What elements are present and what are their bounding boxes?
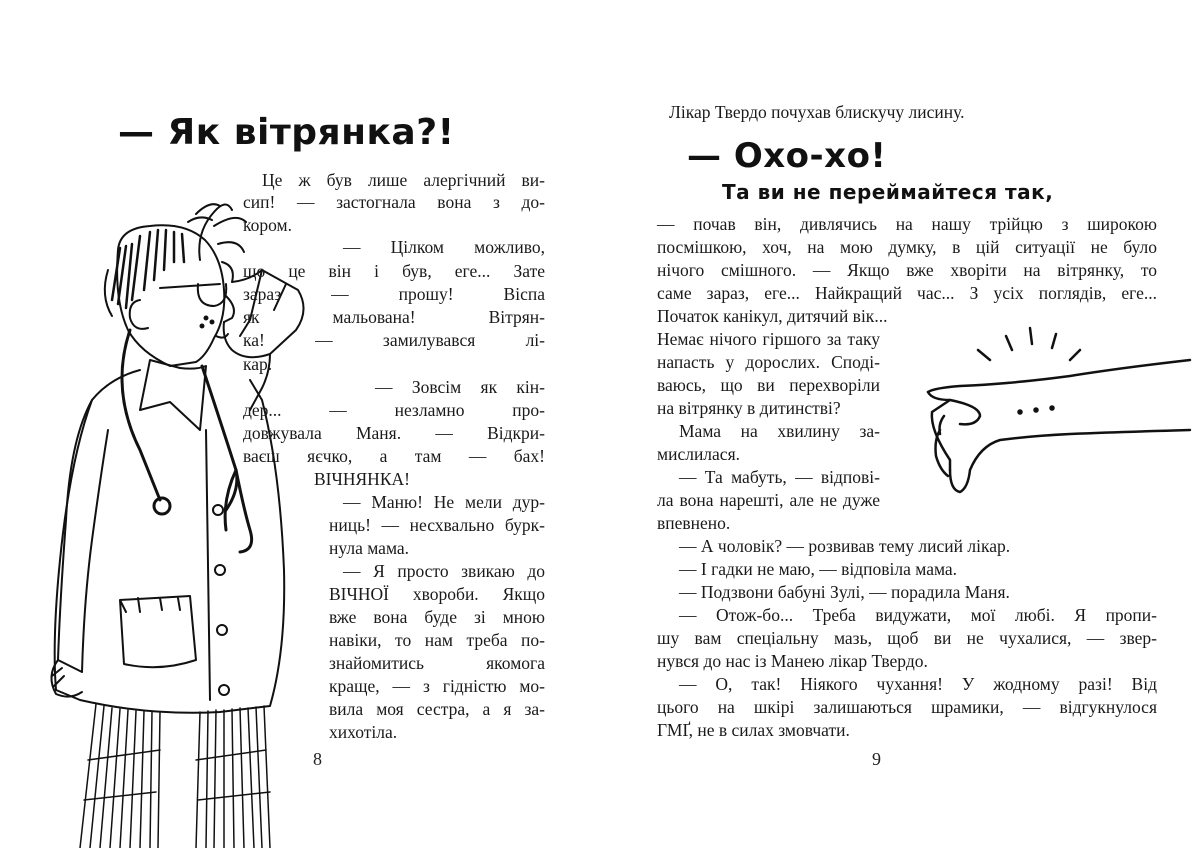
- right-line: — Отож-бо... Треба видужати, мої любі. Я пропи-: [679, 605, 1157, 625]
- right-page: [600, 0, 1200, 848]
- right-line: ваюсь, що ви перехворіли: [657, 375, 880, 395]
- left-line: зараз — прошу! Віспа: [243, 284, 545, 304]
- left-title: — Як вітрянка?!: [118, 112, 455, 153]
- right-line: нічого смішного. — Якщо вже хворіти на вітрянку, то: [657, 260, 1157, 280]
- right-line: — Подзвони бабуні Зулі, — порадила Маня.: [679, 582, 1010, 602]
- right-subtitle: Та ви не переймайтеся так,: [722, 180, 1054, 204]
- left-line: — Я просто звикаю до: [343, 561, 545, 581]
- right-line: — О, так! Ніякого чухання! У жодному разі! Від: [679, 674, 1157, 694]
- right-line: саме зараз, еге... Найкращий час... З усіх поглядів, еге...: [657, 283, 1157, 303]
- right-page-number: 9: [872, 749, 881, 769]
- left-line: — Цілком можливо,: [343, 237, 545, 257]
- left-line: сип! — застогнала вона з до-: [243, 192, 545, 212]
- left-line: дер... — незламно про-: [243, 400, 545, 420]
- right-line: Мама на хвилину за-: [679, 421, 880, 441]
- left-line: кар.: [243, 354, 273, 374]
- right-line: ла вона нарешті, але не дуже: [657, 490, 880, 510]
- right-line: напасть у дорослих. Споді-: [657, 352, 880, 372]
- right-line: ГМҐ, не в силах змовчати.: [657, 720, 850, 740]
- right-line: нувся до нас із Манею лікар Твердо.: [657, 651, 928, 671]
- left-line: ка! — замилувався лі-: [243, 330, 545, 350]
- left-line: що це він і був, еге... Зате: [243, 261, 545, 281]
- left-line: кором.: [243, 215, 292, 235]
- right-line: шу вам спеціальну мазь, щоб ви не чухалися, — звер-: [657, 628, 1157, 648]
- left-line: ваєш яєчко, а там — бах!: [243, 446, 545, 466]
- left-line: ВІЧНОЇ хвороби. Якщо: [329, 584, 545, 604]
- left-line: довжувала Маня. — Відкри-: [243, 423, 545, 443]
- left-line: хихотіла.: [329, 722, 398, 742]
- left-line: як мальована! Вітрян-: [243, 307, 545, 327]
- right-line: — Та мабуть, — відпові-: [679, 467, 880, 487]
- left-line: вже вона буде зі мною: [329, 607, 545, 627]
- right-line: — почав він, дивлячись на нашу трійцю з широкою: [657, 214, 1157, 234]
- right-line: на вітрянку в дитинстві?: [657, 398, 841, 418]
- right-line: — І гадки не маю, — відповіла мама.: [679, 559, 958, 579]
- left-line: нула мама.: [329, 538, 410, 558]
- left-line: ниць! — несхвально бурк-: [329, 515, 545, 535]
- right-line: — А чоловік? — розвивав тему лисий лікар.: [679, 536, 1011, 556]
- left-line: навіки, то нам треба по-: [329, 630, 545, 650]
- right-line: впевнено.: [657, 513, 731, 533]
- hand-illustration: [920, 320, 1192, 500]
- left-line: Це ж був лише алергічний ви-: [262, 170, 545, 190]
- intro-line: Лікар Твердо почухав блискучу лисину.: [669, 102, 965, 122]
- right-line: посмішкою, хоч, на мою думку, в цій ситуації не було: [657, 237, 1157, 257]
- left-page-number: 8: [313, 749, 322, 769]
- right-line: Немає нічого гіршого за таку: [657, 329, 880, 349]
- right-line: мислилася.: [657, 444, 740, 464]
- left-line: краще, — з гідністю мо-: [329, 676, 545, 696]
- left-line: вила моя сестра, а я за-: [329, 699, 545, 719]
- right-line: цього на шкірі залишаються шрамики, — відгукнулося: [657, 697, 1157, 717]
- right-title: — Охо-хо!: [687, 136, 887, 176]
- left-line: — Маню! Не мели дур-: [343, 492, 545, 512]
- right-line: Початок канікул, дитячий вік...: [657, 306, 888, 326]
- left-line: знайомитись якомога: [329, 653, 545, 673]
- left-line: ВІЧНЯНКА!: [314, 469, 410, 489]
- left-line: — Зовсім як кін-: [375, 377, 545, 397]
